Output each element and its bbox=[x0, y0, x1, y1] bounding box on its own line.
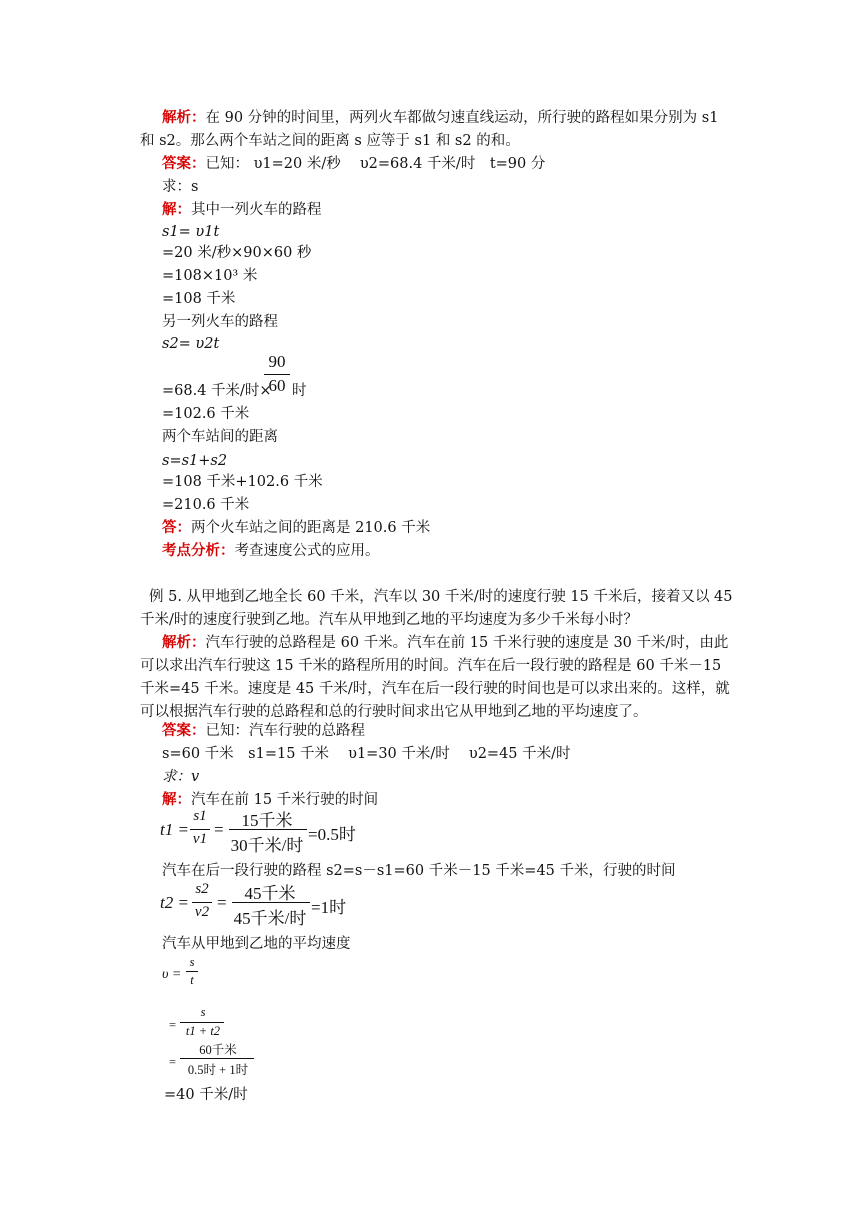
t2-den-1: v2 bbox=[194, 904, 210, 920]
solution-line bbox=[162, 200, 322, 220]
known2-line: s=60 千米 s1=15 千米 υ1=30 千米/时 υ2=45 千米/时 bbox=[162, 746, 571, 762]
t1-result: =0.5时 bbox=[308, 825, 356, 844]
solution2-intro: 汽车在前 15 千米行驶的时间 bbox=[191, 792, 379, 808]
t1-den-1: v1 bbox=[192, 831, 208, 847]
v-den-2: t1 + t2 bbox=[185, 1024, 221, 1038]
v-den: t bbox=[190, 973, 194, 987]
t1-den-2: 30千米/时 bbox=[230, 836, 304, 855]
avg-label: 汽车从甲地到乙地的平均速度 bbox=[162, 936, 351, 952]
t2-bar-1 bbox=[192, 902, 212, 903]
fraction-bar bbox=[264, 374, 290, 375]
answer2-text: 已知：汽车行驶的总路程 bbox=[205, 723, 365, 739]
t1-bar-1 bbox=[190, 829, 210, 830]
find2-line: 求：v bbox=[162, 769, 200, 785]
v-bar-2 bbox=[180, 1022, 224, 1023]
v-den-3: 0.5时 + 1时 bbox=[187, 1063, 249, 1077]
question-line-1: 例 5. 从甲地到乙地全长 60 千米，汽车以 30 千米/时的速度行驶 15 千米后，接着又以 45 bbox=[149, 589, 733, 605]
t2-num-2: 45千米 bbox=[244, 884, 296, 903]
s2-step-2: =102.6 千米 bbox=[162, 406, 250, 422]
solution-label: 解： bbox=[162, 201, 191, 218]
analysis-line-2: 和 s2。那么两个车站之间的距离 s 应等于 s1 和 s2 的和。 bbox=[140, 133, 520, 149]
t2-num-1: s2 bbox=[195, 881, 209, 897]
t1-num-2: 15千米 bbox=[241, 811, 293, 830]
v-eq-2: = bbox=[169, 1018, 177, 1032]
s2-step-1-post: 时 bbox=[292, 383, 307, 399]
analysis2-line-4: 可以根据汽车行驶的总路程和总的行驶时间求出它从甲地到乙地的平均速度了。 bbox=[140, 704, 648, 720]
analysis2-label: 解析： bbox=[162, 634, 206, 651]
t2-lhs: t2 = bbox=[160, 893, 189, 912]
sum-formula: s=s1+s2 bbox=[162, 453, 228, 469]
answer2-label: 答案： bbox=[162, 722, 206, 739]
point-line bbox=[162, 541, 380, 561]
t1-lhs: t1 = bbox=[160, 820, 189, 839]
t1-num-1: s1 bbox=[193, 808, 207, 824]
s2-formula: s2= υ2t bbox=[162, 336, 220, 352]
v-num-2: s bbox=[200, 1005, 206, 1019]
answer-known-line bbox=[162, 154, 545, 174]
t2-eq: = bbox=[217, 893, 227, 912]
analysis2-line-1 bbox=[162, 633, 728, 653]
v-lhs: υ = bbox=[162, 967, 182, 982]
fraction-numerator: 90 bbox=[268, 352, 286, 371]
answer-label: 答案： bbox=[162, 155, 206, 172]
analysis2-line-3: 千米=45 千米。速度是 45 千米/时，汽车在后一段行驶的时间也是可以求出来的。这样，就 bbox=[140, 681, 730, 697]
v-eq-3: = bbox=[169, 1055, 177, 1069]
sum-step-2: =210.6 千米 bbox=[162, 497, 250, 513]
analysis2-line-2: 可以求出汽车行驶这 15 千米的路程所用的时间。汽车在后一段行驶的路程是 60 千米－15 bbox=[140, 658, 722, 674]
t1-eq: = bbox=[214, 820, 224, 839]
t2-bar-2 bbox=[232, 902, 310, 903]
reply-text: 两个火车站之间的距离是 210.6 千米 bbox=[191, 520, 431, 536]
sum-step-1: =108 千米+102.6 千米 bbox=[162, 474, 323, 490]
question-line-2: 千米/时的速度行驶到乙地。汽车从甲地到乙地的平均速度为多少千米每小时？ bbox=[140, 612, 638, 628]
point-text: 考查速度公式的应用。 bbox=[234, 543, 380, 559]
solution2-label: 解： bbox=[162, 791, 191, 808]
solution-intro: 其中一列火车的路程 bbox=[191, 202, 322, 218]
v-bar bbox=[186, 971, 198, 972]
t2-result: =1时 bbox=[311, 898, 347, 917]
reply-label: 答： bbox=[162, 519, 191, 536]
t2-den-2: 45千米/时 bbox=[233, 909, 307, 928]
known-text: 已知： υ1=20 米/秒 υ2=68.4 千米/时 t=90 分 bbox=[205, 156, 546, 172]
other-train-line: 另一列火车的路程 bbox=[162, 314, 278, 330]
v-bar-3 bbox=[180, 1058, 254, 1059]
final-result: =40 千米/时 bbox=[164, 1087, 248, 1103]
find-line: 求：s bbox=[162, 179, 199, 195]
s1-step-1: =20 米/秒×90×60 秒 bbox=[162, 245, 312, 261]
s1-formula: s1= υ1t bbox=[162, 224, 220, 240]
analysis-text: 在 90 分钟的时间里，两列火车都做匀速直线运动，所行驶的路程如果分别为 s1 bbox=[205, 110, 719, 126]
v-num: s bbox=[189, 955, 195, 969]
s2-step-1-pre: =68.4 千米/时× bbox=[162, 383, 272, 399]
distance-label: 两个车站间的距离 bbox=[162, 429, 278, 445]
s1-step-2: =108×10³ 米 bbox=[162, 268, 258, 284]
t1-bar-2 bbox=[229, 829, 307, 830]
analysis2-text-1: 汽车行驶的总路程是 60 千米。汽车在前 15 千米行驶的速度是 30 千米/时，由此 bbox=[205, 635, 729, 651]
s1-step-3: =108 千米 bbox=[162, 291, 236, 307]
fraction-denominator: 60 bbox=[268, 376, 286, 395]
analysis-line-1 bbox=[162, 108, 718, 128]
point-label: 考点分析： bbox=[162, 542, 235, 559]
later-segment-line: 汽车在后一段行驶的路程 s2=s－s1=60 千米－15 千米=45 千米，行驶的时间 bbox=[162, 863, 676, 879]
analysis-label: 解析： bbox=[162, 109, 206, 126]
answer2-line bbox=[162, 721, 365, 741]
v-num-3: 60千米 bbox=[199, 1043, 237, 1057]
reply-line bbox=[162, 518, 430, 538]
